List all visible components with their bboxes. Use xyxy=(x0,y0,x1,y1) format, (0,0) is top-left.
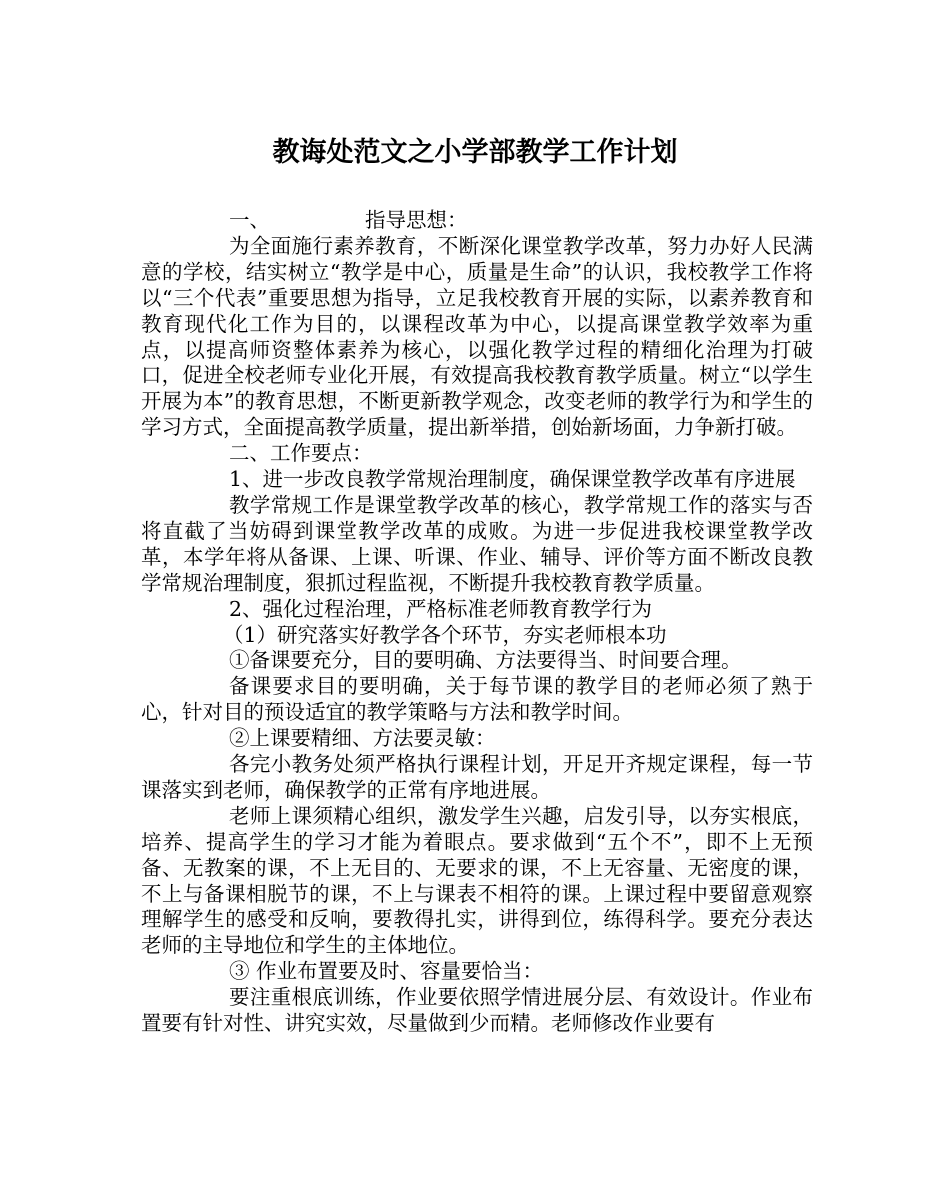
item-lesson-prep: ①备课要充分，目的要明确、方法要得当、时间要合理。 xyxy=(229,648,742,673)
subheading-1: 1、进一步改良教学常规治理制度，确保课堂教学改革有序进展 xyxy=(229,467,796,492)
subheading-2-1: （1）研究落实好教学各个环节，夯实老师根本功 xyxy=(223,622,667,647)
item-homework: ③ 作业布置要及时、容量要恰当： xyxy=(229,959,544,984)
section-heading-1 xyxy=(141,208,813,234)
section-heading-2: 二、工作要点： xyxy=(229,441,373,466)
paragraph-homework: 要注重根底训练，作业要依照学情进展分层、有效设计。作业布置要有针对性、讲究实效，尽量做到少而精。老师修改作业要有 xyxy=(141,985,813,1036)
document-title: 教诲处范文之小学部教学工作计划 xyxy=(272,137,678,168)
item-class-teaching: ②上课要精细、方法要灵敏： xyxy=(229,726,496,751)
paragraph-class-teaching: 老师上课须精心组织，激发学生兴趣，启发引导，以夯实根底，培养、提高学生的学习才能为着眼点。要求做到“五个不”，即不上无预备、无教案的课，不上无目的、无要求的课，不上无容量、无密度的课，不上与备课相脱节的课，不上与课表不相符的课。上课过程中要留意观察理解学生的感受和反响，要教得扎实，讲得到位，练得科学。要充分表达老师的主导地位和学生的主体地位。 xyxy=(141,803,813,958)
document-body xyxy=(141,208,813,1037)
paragraph-curriculum: 各完小教务处须严格执行课程计划，开足开齐规定课程，每一节课落实到老师，确保教学的正常有序地进展。 xyxy=(141,752,813,802)
paragraph-guiding-thought: 为全面施行素养教育，不断深化课堂教学改革，努力办好人民满意的学校，结实树立“教学是中心，质量是生命”的认识，我校教学工作将以“三个代表”重要思想为指导，立足我校教育开展的实际，以素养教育和教育现代化工作为目的，以课程改革为中心，以提高课堂教学效率为重点，以提高师资整体素养为核心，以强化教学过程的精细化治理为打破口，促进全校老师专业化开展，有效提高我校教育教学质量。树立“以学生开展为本”的教育思想，不断更新教学观念，改变老师的教学行为和学生的学习方式，全面提高教学质量，提出新举措，创始新场面，力争新打破。 xyxy=(141,233,813,440)
paragraph-lesson-prep: 备课要求目的要明确，关于每节课的教学目的老师必须了熟于心，针对目的预设适宜的教学策略与方法和教学时间。 xyxy=(141,674,813,725)
section-heading-text: 指导思想： xyxy=(365,208,468,232)
paragraph-routine-work: 教学常规工作是课堂教学改革的核心，教学常规工作的落实与否将直截了当妨碍到课堂教学改革的成败。为进一步促进我校课堂教学改革，本学年将从备课、上课、听课、作业、辅导、评价等方面不断改良教学常规治理制度，狠抓过程监视，不断提升我校教育教学质量。 xyxy=(141,492,813,595)
section-number: 一、 xyxy=(229,208,270,232)
subheading-2: 2、强化过程治理，严格标准老师教育教学行为 xyxy=(229,596,653,621)
